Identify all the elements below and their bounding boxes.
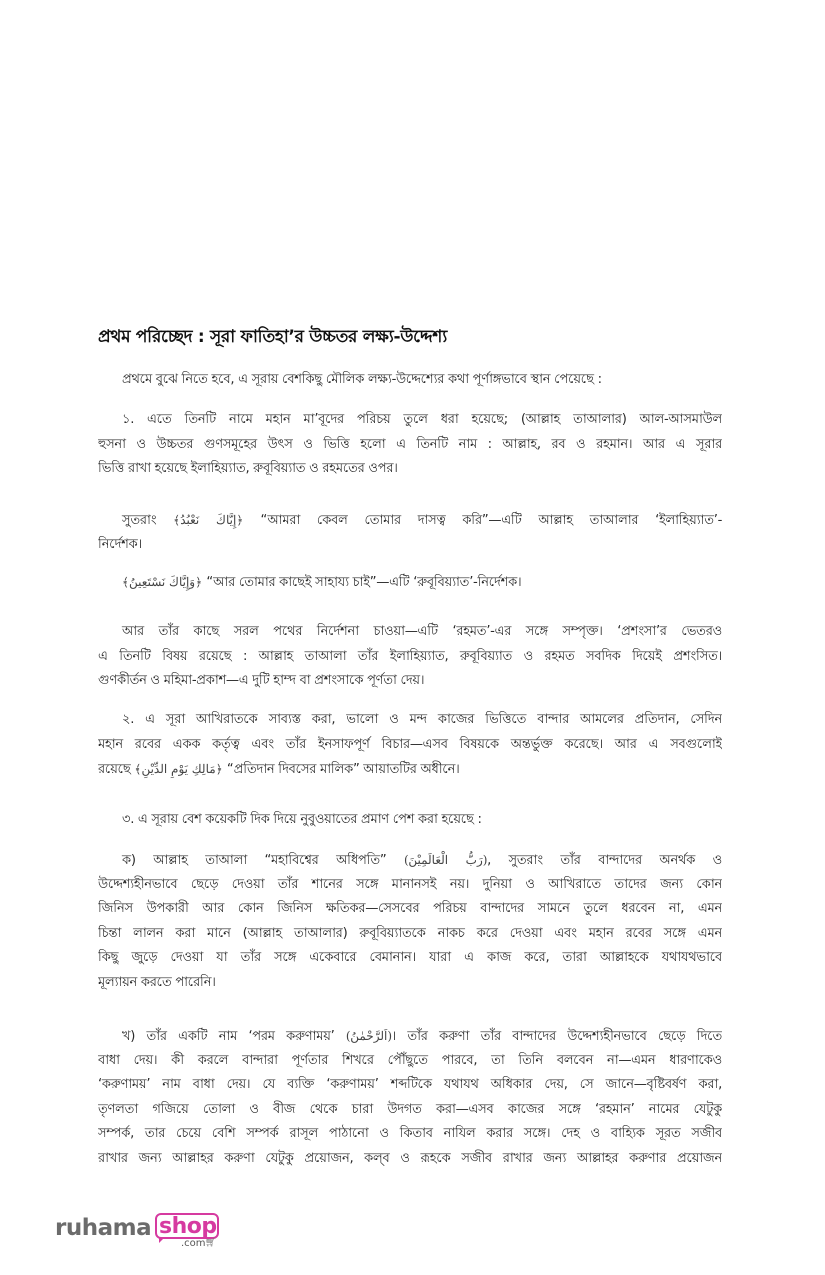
paragraph-line [98, 757, 722, 783]
rahmat-paragraph [98, 620, 722, 694]
line-text: “আর তোমার কাছেই সাহায্য চাই”—এটি ‘রুবূবিয়্যাত’-নির্দেশক। [206, 575, 522, 590]
paragraph-line: মূল্যায়ন করতে পারেনি। [98, 974, 216, 990]
point-kha-paragraph [98, 1024, 722, 1171]
line-text: । তাঁর করুণা তাঁর বান্দাদের উদ্দেশ্যহীনভাবে ছেড়ে দিতে [391, 1029, 722, 1044]
lead-text: খ) তাঁর একটি নাম ‘পরম করুণাময়’ [122, 1029, 335, 1044]
paragraph-line: রাখার জন্য আল্লাহর করুণা যেটুকু প্রয়োজন, কল্‌ব ও রূহকে সজীব রাখার জন্য আল্লাহর করুণার প্রয়োজন [98, 1150, 722, 1166]
line-text: “প্রতিদান দিবসের মালিক” আয়াতটির অধীনে। [226, 762, 460, 777]
point-3-paragraph [98, 808, 722, 833]
paragraph-line: গুণকীর্তন ও মহিমা-প্রকাশ—এ দুটি হাম্দ বা প্রশংসাকে পূর্ণতা দেয়। [98, 673, 425, 688]
paragraph-line [98, 570, 722, 596]
logo-text-shop: shop [159, 1214, 217, 1239]
chapter-heading: প্রথম পরিচ্ছেদ : সূরা ফাতিহা’র উচ্চতর লক্ষ্য-উদ্দেশ্য [98, 327, 447, 347]
paragraph-line: ‘করুণাময়’ নাম বাধা দেয়। যে ব্যক্তি ‘করুণাময়’ শব্দটিকে যথাযথ অধিকার দেয়, সে জানে—বৃষ্টিবর্ষণ করা, [98, 1077, 722, 1092]
paragraph-line: কিছু জুড়ে দেওয়া যা তাঁর সঙ্গে একেবারে বেমানান। যারা এ কাজ করে, তারা আল্লাহকে যথাযথভাবে [98, 950, 722, 965]
paragraph-line: আর তাঁর কাছে সরল পথের নির্দেশনা চাওয়া—এটি ‘রহমত’-এর সঙ্গে সম্পৃক্ত। ‘প্রশংসা’র ভেতরও [122, 624, 722, 639]
paragraph-line: এ তিনটি বিষয় রয়েছে : আল্লাহ তাআলা তাঁর ইলাহিয়্যাত, রুবূবিয়্যাত ও রহমত সবদিক দিয়েই প্রশংসিত। [98, 648, 722, 664]
paragraph-line: ২. এ সূরা আখিরাতকে সাব্যস্ত করা, ভালো ও মন্দ কাজের ভিত্তিতে বান্দার আমলের প্রতিদান, সেদিন [122, 712, 722, 727]
lead-text: ক) আল্লাহ তাআলা “মহাবিশ্বের অধিপতি” [122, 853, 387, 868]
arabic-verse: (رَبُّ الْعَالَمِيْنَ) [403, 853, 488, 867]
point-ka-paragraph [98, 848, 722, 995]
paragraph-line [98, 848, 722, 873]
paragraph-line: সম্পর্ক, তার চেয়ে বেশি সম্পর্ক রাসূল পাঠানো ও কিতাব নাযিল করার সঙ্গে। দেহ ও বাহ্যিক সূরত সজীব [98, 1126, 722, 1141]
paragraph-line: হুসনা ও উচ্চতর গুণসমূহের উৎস ও ভিত্তি হলো এ তিনটি নাম : আল্লাহ, রব ও রহমান। আর এ সূরার [98, 436, 722, 452]
paragraph-line: মহান রবের একক কর্তৃত্ব এবং তাঁর ইনসাফপূর্ণ বিচার—এসব বিষয়কে অন্তর্ভুক্ত করেছে। আর এ সবগুলোই [98, 736, 722, 752]
paragraph-line: বাধা দেয়। কী করলে বান্দারা পূর্ণতার শিখরে পৌঁছুতে পারবে, তা তিনি বলবেন না—এমন ধারণাকেও [98, 1052, 722, 1068]
paragraph-line: চিন্তা লালন করা মানে (আল্লাহ তাআলার) রুবূবিয়্যাতকে নাকচ করে দেওয়া এবং মহান রবের সঙ্গে এমন [98, 925, 722, 941]
lead-text: সুতরাং [122, 513, 157, 528]
paragraph-line: ১. এতে তিনটি নামে মহান মা’বূদের পরিচয় তুলে ধরা হয়েছে; (আল্লাহ তাআলার) আল-আসমাউল [122, 412, 722, 427]
paragraph-line: প্রথমে বুঝে নিতে হবে, এ সূরায় বেশকিছু মৌলিক লক্ষ্য-উদ্দেশ্যের কথা পূর্ণাঙ্গভাবে স্থান পেয়েছে : [122, 372, 602, 387]
paragraph-line: নির্দেশক। [98, 536, 142, 552]
paragraph-line: ভিত্তি রাখা হয়েছে ইলাহিয়্যাত, রুবূবিয়্যাত ও রহমতের ওপর। [98, 461, 398, 476]
paragraph-line: ৩. এ সূরায় বেশ কয়েকটি দিক দিয়ে নুবুওয়াতের প্রমাণ পেশ করা হয়েছে : [122, 812, 482, 827]
paragraph-line: তৃণলতা গজিয়ে তোলা ও বীজ থেকে চারা উদগত করা—এসব কাজের সঙ্গে ‘রহমান’ নামের যেটুকু [98, 1101, 722, 1117]
line-text: , সুতরাং তাঁর বান্দাদের অনর্থক ও [487, 853, 722, 868]
arabic-verse: ﴿وَإِيَّاكَ نَسْتَعِينُ﴾ [122, 575, 203, 589]
logo-domain-suffix: .com [181, 1238, 206, 1249]
line-text: “আমরা কেবল তোমার দাসত্ব করি”—এটি আল্লাহ তাআলার ‘ইলাহিয়্যাত’- [260, 513, 722, 528]
point-2-paragraph [98, 708, 722, 783]
line-text: রয়েছে [98, 762, 131, 777]
paragraph-line [98, 508, 722, 533]
paragraph-line [98, 1024, 722, 1049]
arabic-verse: ﴿مَالِكِ يَوْمِ الدِّيْنِ﴾ [134, 762, 223, 776]
point-1-paragraph [98, 408, 722, 482]
paragraph-line: জিনিস উপকারী আর কোন জিনিস ক্ষতিকর—সেসবের পরিচয় বান্দাদের সামনে তুলে ধরবেন না, এমন [98, 901, 722, 916]
rububiyyat-paragraph [98, 570, 722, 596]
logo-text-ruhama: ruhama [55, 1215, 152, 1241]
arabic-verse: ﴿إِيَّاكَ نَعْبُدُ﴾ [173, 513, 244, 527]
shopping-cart-icon: 🛒︎ [205, 1238, 217, 1248]
arabic-verse: (اَلرَّحْمٰنُ) [345, 1029, 392, 1043]
ilahiyyat-paragraph [98, 508, 722, 557]
intro-paragraph [98, 368, 722, 393]
paragraph-line: উদ্দেশ্যহীনভাবে ছেড়ে দেওয়া তাঁর শানের সঙ্গে মানানসই নয়। দুনিয়া ও আখিরাতে তাদের জন্য কোন [98, 876, 722, 892]
